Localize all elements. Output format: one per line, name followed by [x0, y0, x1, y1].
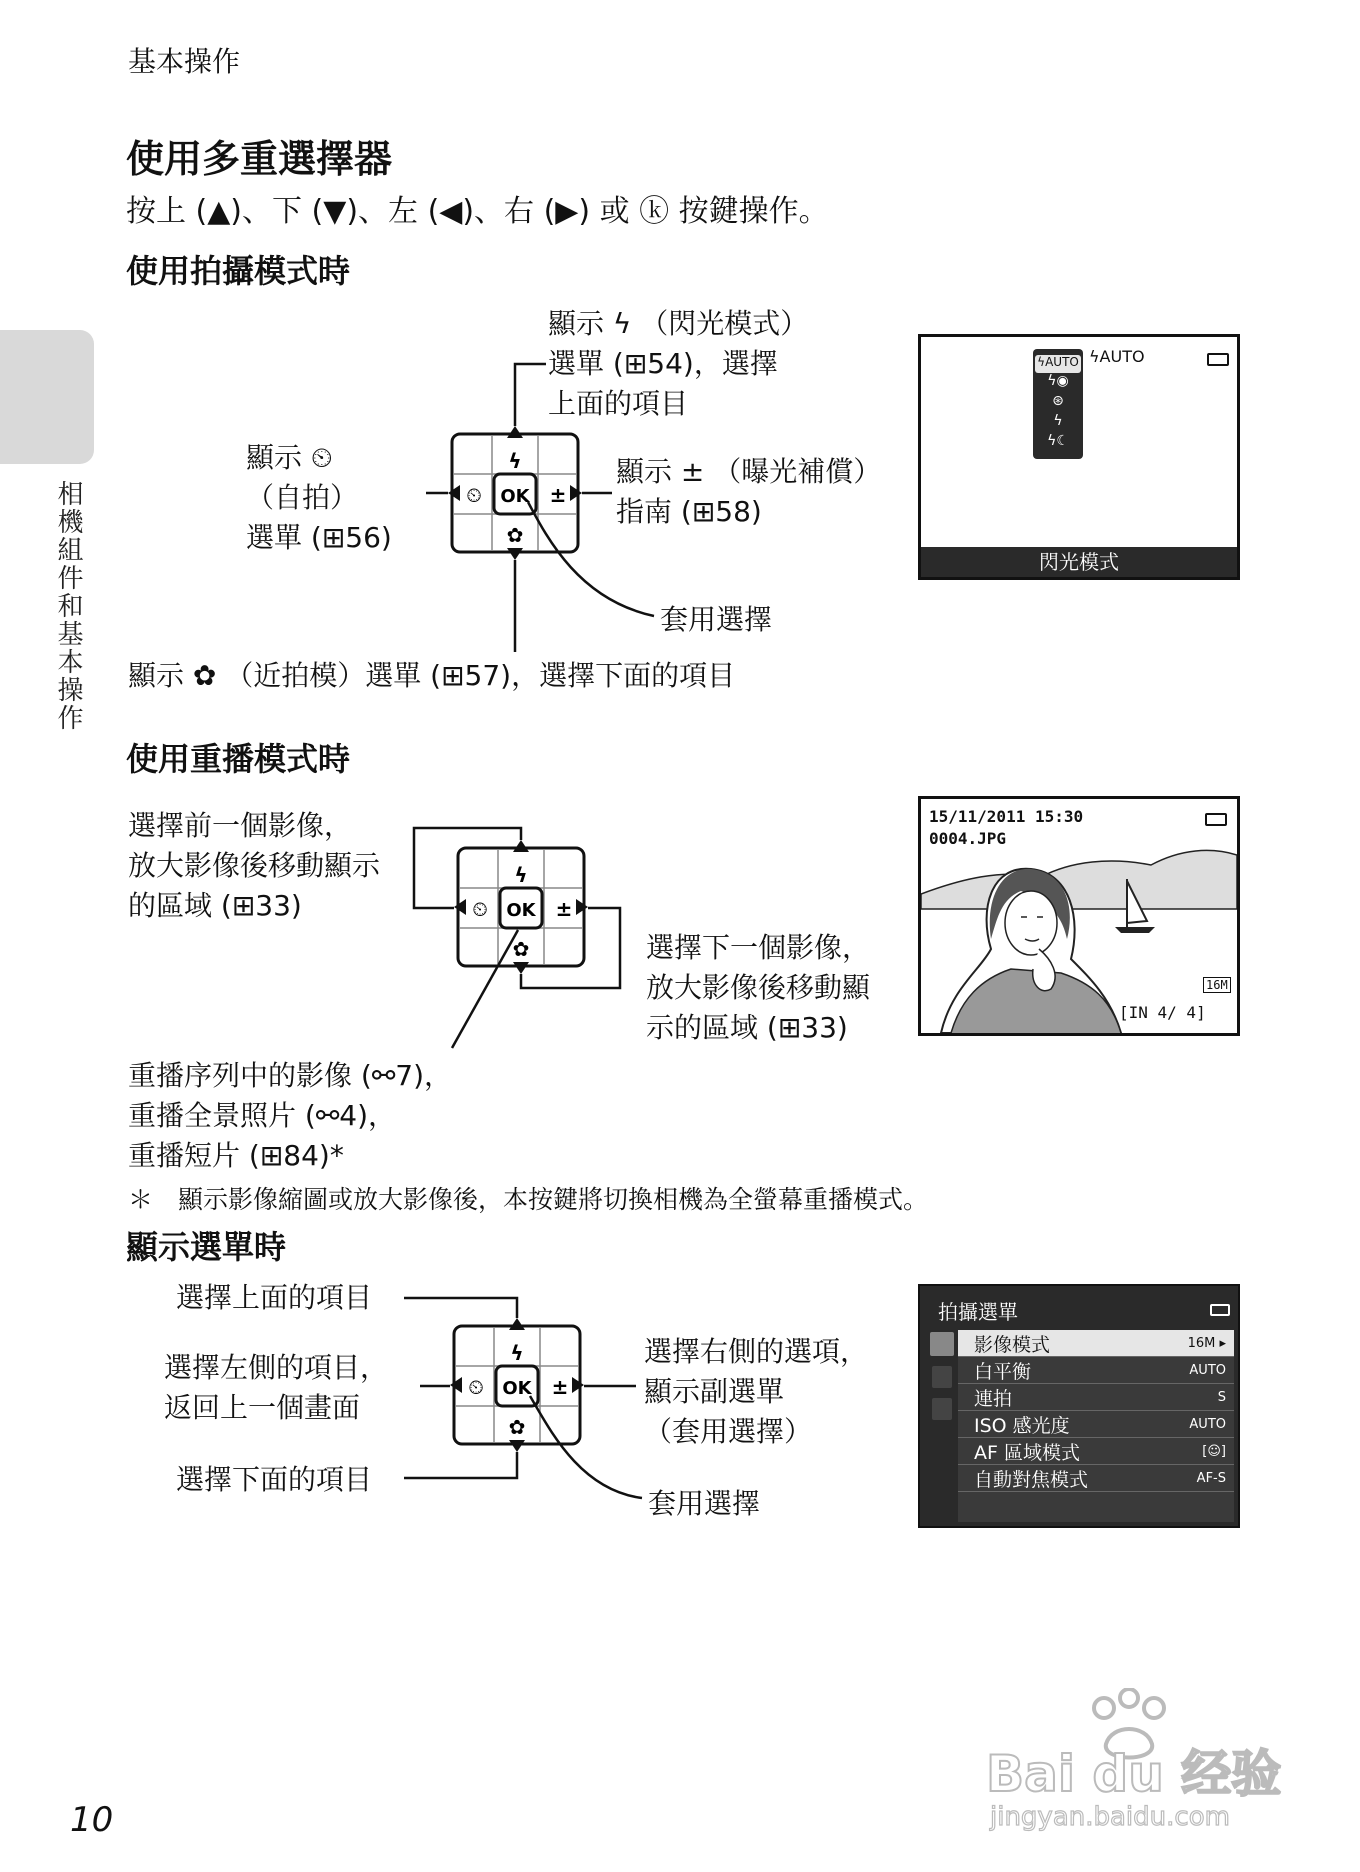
shooting-left-line-2: （自拍） — [246, 481, 359, 514]
shooting-left-label — [246, 438, 392, 558]
menu-row-value: AUTO — [1189, 1362, 1226, 1378]
self-timer-icon: ⏲ — [466, 483, 482, 507]
flash-option: ϟ — [1053, 413, 1063, 429]
playback-ok-line-3: 重播短片 (⊞84)* — [128, 1139, 344, 1172]
menu-row[interactable] — [958, 1357, 1234, 1384]
arrow-down-icon — [513, 962, 529, 974]
menu-row-label: 自動對焦模式 — [974, 1468, 1089, 1491]
setup-tab-icon — [932, 1398, 952, 1420]
menu-row-value: 16M ▸ — [1187, 1335, 1226, 1351]
menu-right-line-3: （套用選擇） — [644, 1415, 813, 1448]
side-tab-label: 相機組件和基本操作 — [53, 480, 83, 732]
playback-ok-line-2: 重播全景照片 (⚯4)， — [128, 1099, 397, 1132]
shooting-up-line-3: 上面的項目 — [548, 387, 689, 420]
shooting-down-label: 顯示 ✿ （近拍模）選單 (⊞57)，選擇下面的項目 — [128, 659, 736, 692]
photo-datetime: 15/11/2011 15:30 — [929, 807, 1084, 826]
menu-down-label: 選擇下面的項目 — [176, 1463, 373, 1496]
exposure-icon: ± — [549, 483, 567, 507]
shooting-up-label — [548, 304, 808, 424]
menu-left-label — [164, 1348, 388, 1428]
playback-heading: 使用重播模式時 — [126, 740, 351, 778]
macro-icon: ✿ — [512, 937, 530, 961]
arrow-down-icon — [507, 548, 523, 560]
playback-right-line-1: 選擇下一個影像， — [646, 931, 871, 964]
playback-footnote: ＊ 顯示影像縮圖或放大影像後，本按鍵將切換相機為全螢幕重播模式。 — [128, 1185, 929, 1214]
screen-footer: 閃光模式 — [921, 547, 1237, 577]
page-number: 10 — [70, 1800, 114, 1840]
battery-icon — [1210, 1304, 1230, 1316]
multi-selector-menu — [450, 1318, 584, 1452]
exposure-icon: ± — [551, 1375, 569, 1399]
menu-row-value: AUTO — [1189, 1416, 1226, 1432]
watermark-brand: Bai du 经验 — [986, 1745, 1282, 1803]
menu-row[interactable] — [958, 1465, 1234, 1492]
playback-right-line-3: 示的區域 (⊞33) — [646, 1011, 848, 1044]
menu-row[interactable] — [958, 1438, 1234, 1465]
flash-option: ϟ☾ — [1047, 433, 1069, 449]
shooting-heading: 使用拍攝模式時 — [126, 252, 351, 290]
image-size-icon: 16M — [1203, 977, 1231, 993]
camera-tab-icon — [930, 1332, 954, 1356]
menu-screen-title: 拍攝選單 — [938, 1300, 1018, 1324]
flash-option: ⊛ — [1052, 393, 1064, 409]
shooting-right-label — [616, 452, 881, 532]
running-header: 基本操作 — [128, 45, 241, 78]
arrow-down-icon — [509, 1440, 525, 1452]
photo-filename: 0004.JPG — [929, 829, 1007, 848]
multi-selector-playback — [454, 840, 588, 974]
section-tab — [0, 330, 94, 464]
shooting-menu-screen — [918, 1284, 1240, 1528]
shooting-ok-label: 套用選擇 — [660, 603, 773, 636]
self-timer-icon: ⏲ — [472, 897, 488, 921]
playback-ok-label — [128, 1056, 452, 1176]
ok-button-label: OK — [506, 900, 536, 921]
playback-left-label — [128, 806, 380, 926]
watermark-url: jingyan.baidu.com — [990, 1802, 1230, 1832]
menu-left-line-2: 返回上一個畫面 — [164, 1391, 361, 1424]
macro-icon: ✿ — [508, 1415, 526, 1439]
photo-counter: [IN 4/ 4] — [1119, 1003, 1206, 1022]
menu-right-line-2: 顯示副選單 — [644, 1375, 785, 1408]
flash-icon: ϟ — [508, 449, 522, 473]
menu-heading: 顯示選單時 — [126, 1228, 287, 1266]
playback-ok-line-1: 重播序列中的影像 (⚯7)， — [128, 1059, 453, 1092]
ok-button-label: OK — [502, 1378, 532, 1399]
flash-mode-screen — [918, 334, 1240, 580]
menu-row-label: ISO 感光度 — [974, 1414, 1070, 1437]
playback-left-line-2: 放大影像後移動顯示 — [128, 849, 381, 882]
battery-icon — [1207, 353, 1229, 366]
menu-row-label: 連拍 — [974, 1387, 1013, 1410]
shooting-right-line-1: 顯示 ± （曝光補償） — [616, 455, 882, 488]
multi-selector-shooting — [448, 426, 582, 560]
menu-row-label: 白平衡 — [974, 1360, 1032, 1383]
menu-row-value: AF-S — [1196, 1470, 1226, 1486]
playback-right-line-2: 放大影像後移動顯 — [646, 971, 871, 1004]
shooting-right-line-2: 指南 (⊞58) — [616, 495, 762, 528]
menu-list — [958, 1330, 1234, 1522]
self-timer-icon: ⏲ — [468, 1375, 484, 1399]
flash-icon: ϟ — [514, 863, 528, 887]
menu-up-label: 選擇上面的項目 — [176, 1281, 373, 1314]
movie-tab-icon — [932, 1366, 952, 1388]
menu-row-selected[interactable] — [958, 1330, 1234, 1357]
menu-row-label: AF 區域模式 — [974, 1441, 1080, 1464]
battery-icon — [1205, 813, 1227, 826]
playback-right-label — [646, 928, 870, 1048]
flash-option-selected: ϟAUTO — [1035, 355, 1081, 373]
playback-screen — [918, 796, 1240, 1036]
arrow-up-icon — [513, 840, 529, 852]
menu-left-line-1: 選擇左側的項目， — [164, 1351, 389, 1384]
menu-row[interactable] — [958, 1411, 1234, 1438]
arrow-up-icon — [507, 426, 523, 438]
shooting-left-line-3: 選單 (⊞56) — [246, 521, 392, 554]
shooting-up-line-1: 顯示 ϟ （閃光模式） — [548, 307, 809, 340]
flash-icon: ϟ — [510, 1341, 524, 1365]
menu-row[interactable] — [958, 1384, 1234, 1411]
playback-left-line-3: 的區域 (⊞33) — [128, 889, 302, 922]
exposure-icon: ± — [555, 897, 573, 921]
intro-text: 按上 (▲)、下 (▼)、左 (◀)、右 (▶) 或 ⓚ 按鍵操作。 — [126, 194, 829, 229]
playback-left-line-1: 選擇前一個影像， — [128, 809, 353, 842]
menu-right-label — [644, 1332, 868, 1452]
macro-icon: ✿ — [506, 523, 524, 547]
arrow-up-icon — [509, 1318, 525, 1330]
shooting-left-line-1: 顯示 ⏲ — [246, 441, 333, 474]
flash-option: ϟ◉ — [1047, 373, 1069, 389]
flash-options-list — [1033, 349, 1083, 459]
current-flash-mode: ϟAUTO — [1089, 347, 1145, 366]
menu-row-value: [☺] — [1202, 1443, 1226, 1459]
shooting-up-line-2: 選單 (⊞54)，選擇 — [548, 347, 778, 380]
menu-right-line-1: 選擇右側的選項， — [644, 1335, 869, 1368]
page-title: 使用多重選擇器 — [126, 137, 393, 181]
ok-button-label: OK — [500, 486, 530, 507]
menu-row-value: S — [1217, 1389, 1226, 1405]
menu-ok-label: 套用選擇 — [648, 1487, 761, 1520]
menu-row-label: 影像模式 — [974, 1333, 1051, 1356]
